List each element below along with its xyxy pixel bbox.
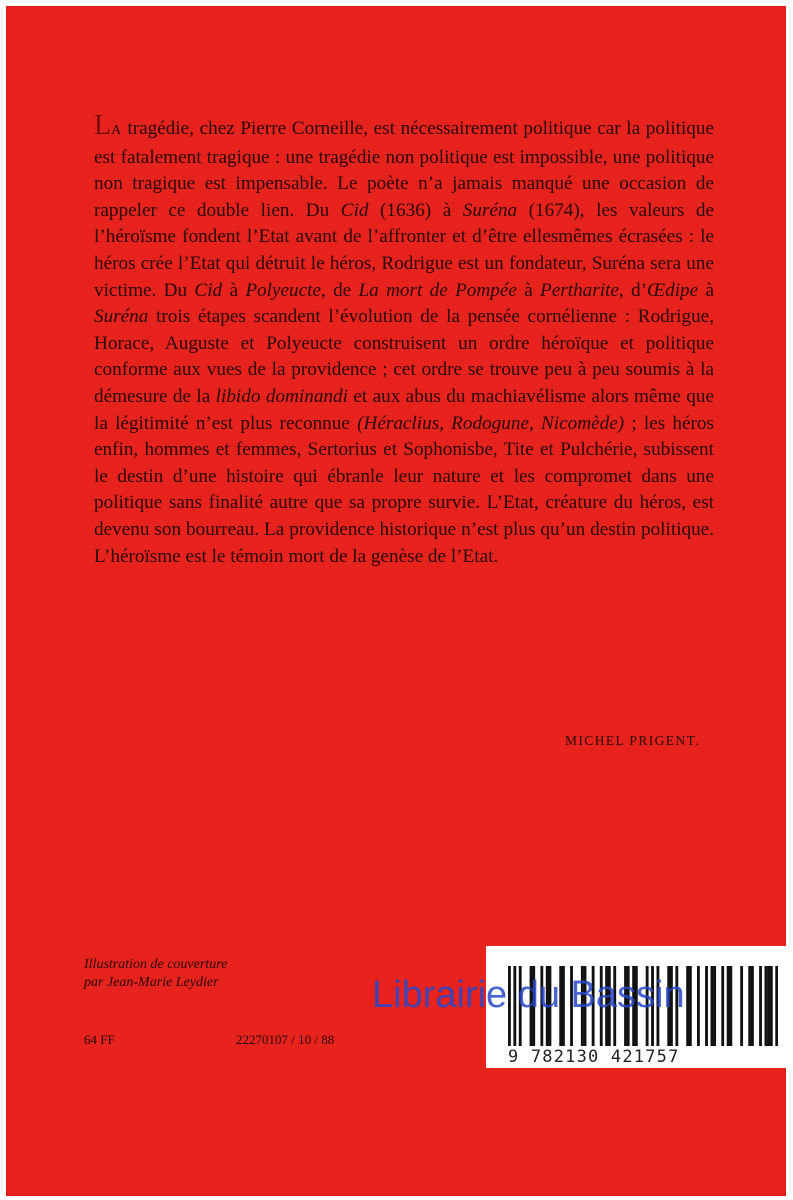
illustration-credit-line: Illustration de couverture (84, 957, 228, 972)
blurb-title: Suréna (94, 306, 149, 328)
barcode-bar (775, 966, 778, 1046)
drop-cap: L (94, 110, 112, 141)
blurb-segment: (1674), les valeurs de l’héroïsme fondent l’Etat avant de l’affronter et d’être ellesmêmes écrasées : le héros crée l’Etat qui détruit le héros, Rodrigue est un fondateur, Suréna sera une victime. Du (94, 199, 714, 301)
blurb-segment: ; les héros enfin, hommes et femmes, Sertorius et Sophonisbe, Tite et Pulchérie, subissent le destin d’une histoire qui ébranle leur nature et les compromet dans une politique sans finalité autre que sa propre survie. L’Etat, créature du héros, est devenu son bourreau. La providence historique n’est plus qu’un destin politique. L’héroïsme est le témoin mort de la genèse de l’Etat. (94, 412, 714, 567)
blurb-text (94, 112, 714, 570)
blurb-title: Suréna (462, 199, 518, 221)
blurb-title: Œdipe (647, 279, 699, 301)
print-code: 22270107 / 10 / 88 (236, 1032, 335, 1047)
blurb-title: libido dominandi (215, 385, 348, 407)
blurb-title: Polyeucte (245, 279, 321, 301)
price-label: 64 FF (84, 1032, 115, 1047)
barcode-bar (767, 966, 770, 1046)
blurb-title: (Héraclius, Rodogune, Nicomède) (357, 412, 625, 434)
barcode-bar (748, 966, 751, 1046)
barcode-bar (686, 966, 689, 1046)
author-signature: MICHEL PRIGENT. (565, 733, 700, 748)
barcode-bar (765, 966, 768, 1046)
barcode-bar (689, 966, 692, 1046)
blurb-segment: (1636) à (368, 199, 463, 221)
barcode-bar (713, 966, 716, 1046)
blurb-title: Pertharite (540, 279, 619, 301)
blurb-segment: tragédie, chez Pierre Corneille, est nécessairement politique car la politique est fatalement tragique : une tragédie non politique est impossible, une politique non tragique est impensable. Le poète n’a jamais manqué une occasion de rappeler ce double lien. Du (94, 118, 714, 221)
barcode-bar (697, 966, 700, 1046)
small-cap: A (111, 123, 122, 138)
barcode-bar (705, 966, 708, 1046)
blurb-segment: à (516, 279, 541, 301)
barcode-bar (759, 966, 762, 1046)
barcode-bar (729, 966, 732, 1046)
watermark-text: Librairie du Bassin (372, 974, 685, 1016)
illustration-credit-line: par Jean-Marie Leydier (84, 975, 219, 990)
blurb-segment: à (698, 279, 715, 301)
barcode-bar (721, 966, 724, 1046)
barcode-bar (740, 966, 743, 1046)
blurb-title: Cid (340, 199, 369, 221)
barcode-bar (727, 966, 730, 1046)
blurb-segment: et aux abus du machiavélisme alors même que la légitimité n’est plus reconnue (94, 385, 714, 434)
blurb-title: Cid (194, 279, 223, 301)
blurb-segment: à (222, 279, 246, 301)
blurb-segment: trois étapes scandent l’évolution de la pensée cornélienne : Rodrigue, Horace, Auguste et Polyeucte construisent un ordre héroïque et politique conforme aux vues de la providence ; cet ordre se trouve peu à peu soumis à la démesure de la (94, 306, 714, 407)
blurb-segment: , d’ (618, 279, 648, 301)
blurb-segment: , de (320, 279, 359, 301)
book-back-cover (6, 6, 786, 1196)
barcode-bar (711, 966, 714, 1046)
illustration-credit (84, 956, 227, 992)
ean-number: 9 782130 421757 (508, 1047, 680, 1067)
barcode-bar (751, 966, 754, 1046)
barcode-bar (770, 966, 773, 1046)
blurb-title: La mort de Pompée (358, 279, 517, 301)
